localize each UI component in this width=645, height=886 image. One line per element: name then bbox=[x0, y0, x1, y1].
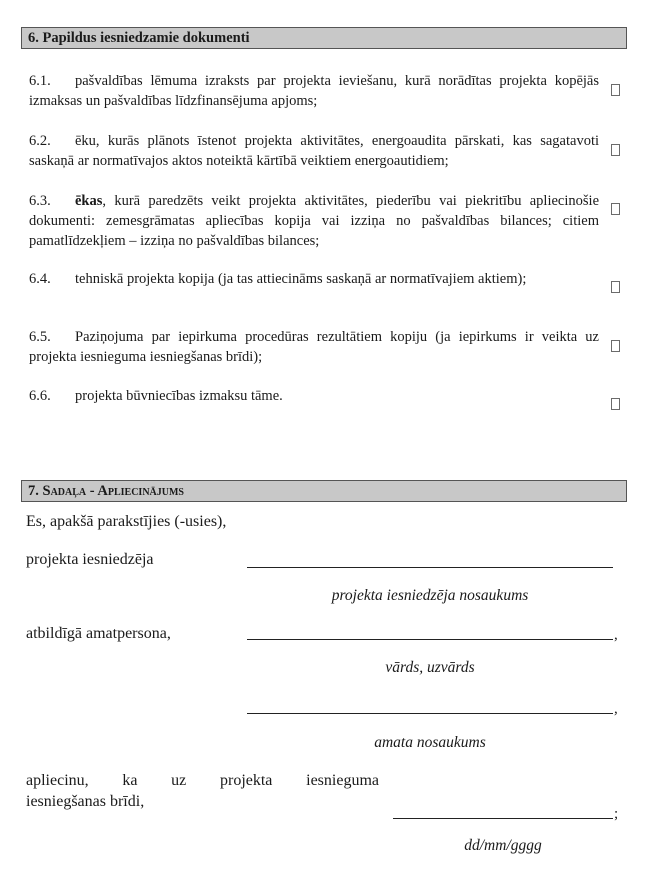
section-7-header bbox=[21, 480, 627, 502]
applicant-label: projekta iesniedzēja bbox=[26, 551, 154, 568]
list-item-6-6: 6.6. projekta būvniecības izmaksu tāme. bbox=[29, 388, 283, 404]
certify-line-2: iesniegšanas brīdi, bbox=[26, 793, 145, 810]
name-caption: vārds, uzvārds bbox=[385, 659, 475, 676]
checkbox-6-3[interactable] bbox=[611, 203, 620, 215]
declaration-intro: Es, apakšā parakstījies (-usies), bbox=[26, 513, 227, 530]
checkbox-6-1[interactable] bbox=[611, 84, 620, 96]
name-field-comma: , bbox=[614, 627, 618, 643]
list-item-6-5: 6.5. Paziņojuma par iepirkuma procedūras rezultātiem kopiju (ja iepirkums ir veikta uz projekta iesnieguma iesniegšanas brīdi); bbox=[29, 329, 599, 365]
section-6-title: 6. Papildus iesniedzamie dokumenti bbox=[28, 30, 250, 46]
date-field-semicolon: ; bbox=[614, 806, 619, 822]
checkbox-6-6[interactable] bbox=[611, 398, 620, 410]
official-label: atbildīgā amatpersona, bbox=[26, 625, 171, 642]
list-item-6-4: 6.4. tehniskā projekta kopija (ja tas attiecināms saskaņā ar normatīvajiem aktiem); bbox=[29, 271, 527, 287]
position-field[interactable] bbox=[247, 713, 613, 714]
applicant-name-field[interactable] bbox=[247, 567, 613, 568]
official-name-field[interactable] bbox=[247, 639, 613, 640]
position-field-comma: , bbox=[614, 701, 618, 717]
section-6-header bbox=[21, 27, 627, 49]
checkbox-6-2[interactable] bbox=[611, 144, 620, 156]
date-caption: dd/mm/gggg bbox=[464, 837, 542, 854]
date-field[interactable] bbox=[393, 818, 613, 819]
list-item-6-2: 6.2. ēku, kurās plānots īstenot projekta aktivitātes, energoaudita pārskati, kas sagatavoti saskaņā ar normatīvajos aktos noteiktā kārtībā veiktiem energoautidiem; bbox=[29, 133, 599, 169]
section-7-title: 7. Sadaļa - Apliecinājums bbox=[28, 483, 184, 499]
applicant-caption: projekta iesniedzēja nosaukums bbox=[331, 587, 529, 604]
list-item-6-3: 6.3. ēkas, kurā paredzēts veikt projekta aktivitātes, piederību vai piekritību apliecinošie dokumenti: zemesgrāmatas apliecības kopija vai izziņa no pašvaldības bilances; citiem pamatlīdzekļiem – izziņa no pašvaldības bilances; bbox=[29, 193, 599, 249]
certify-line-1: apliecinu, ka uz projekta iesnieguma bbox=[26, 772, 379, 789]
checkbox-6-4[interactable] bbox=[611, 281, 620, 293]
position-caption: amata nosaukums bbox=[374, 734, 486, 751]
list-item-6-1: 6.1. pašvaldības lēmuma izraksts par projekta ieviešanu, kurā norādītas projekta kopējās izmaksas un pašvaldības līdzfinansējuma apjoms; bbox=[29, 73, 599, 109]
checkbox-6-5[interactable] bbox=[611, 340, 620, 352]
